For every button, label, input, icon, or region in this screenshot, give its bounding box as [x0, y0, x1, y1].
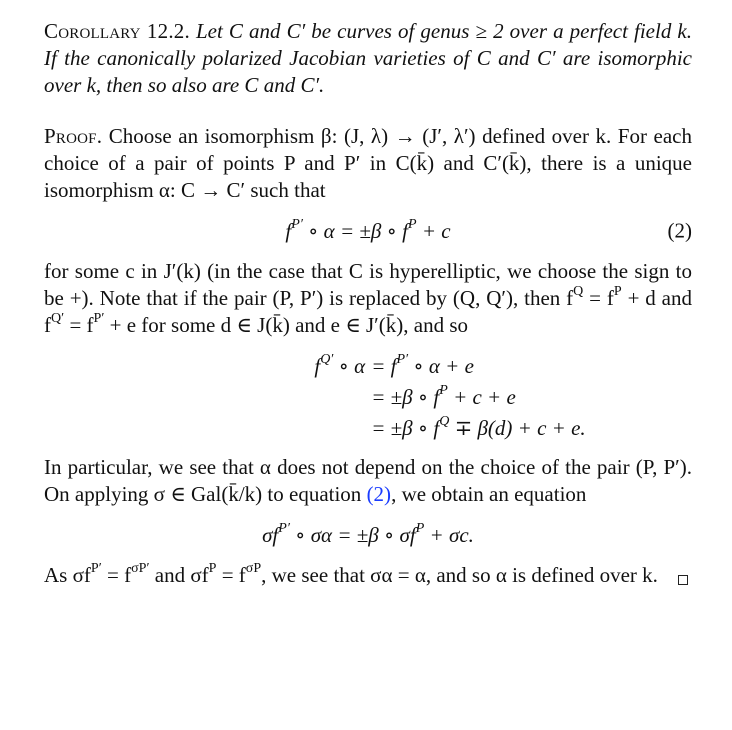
proof-para4-text: As $\sigma f^{P'} = f^{\sigma P'}$ and $\sigma f^P = f^{\sigma P}$, we see that σα = α, and so α is defined over k.	[44, 561, 658, 587]
proof-para3-text-b: , we obtain an equation	[391, 482, 587, 506]
align-row-3-rhs: = ±β ∘ $f^Q \mp \beta(d) + c + e$.	[371, 414, 586, 440]
equation-2-reference-link[interactable]: (2)	[366, 482, 392, 506]
corollary-text: Let C and C′ be curves of genus ≥ 2 over a perfect field k. If the canonically polarized Jacobian varieties of C and C′ are isomorphic over k, then so also are C and C′.	[44, 19, 692, 97]
equation-galois-body: $\sigma f^{P'}$ ∘ σα = ±β ∘ $\sigma f^P + \sigma c$.	[262, 520, 474, 547]
align-row-3-lhs	[208, 415, 371, 442]
align-row-2-rhs: = ±β ∘ $f^P + c + e$	[371, 383, 516, 409]
corollary-statement	[44, 18, 692, 99]
proof-paragraph-2	[44, 258, 692, 339]
align-row-1-rhs: = $f^{P'}$ ∘ α + e	[371, 352, 474, 378]
aligned-equations	[208, 353, 692, 442]
equation-2-number: (2)	[667, 218, 692, 243]
proof-para2-text: for some c in J′(k) (in the case that C is hyperelliptic, we choose the sign to be +). Note that if the pair (P, P′) is replaced by (Q, Q′), then $f^Q = f^P + d$ and $f^{Q'} = f^{P'} + e$ for some d ∈ J(k̄) and e ∈ J′(k̄), and so	[44, 259, 693, 337]
page	[44, 18, 692, 589]
proof-paragraph-4	[44, 562, 692, 589]
align-row-1-lhs: $f^{Q'}$ ∘ α	[314, 352, 366, 378]
proof-label: Proof.	[44, 124, 103, 148]
qed-square-icon	[678, 575, 688, 585]
equation-2-body: $f^{P'}$ ∘ α = ±β ∘ $f^P + c$	[285, 216, 451, 243]
proof-paragraph-3	[44, 454, 692, 508]
proof-para3-text-a: In particular, we see that α does not depend on the choice of the pair (P, P′). On applying σ ∈ Gal(k̄/k) to equation	[44, 455, 692, 506]
proof-paragraph-1	[44, 123, 692, 204]
equation-2	[44, 204, 692, 258]
corollary-label: Corollary 12.2.	[44, 19, 190, 43]
align-row-2-lhs	[208, 384, 371, 411]
proof-para1-text: Choose an isomorphism β: (J, λ) → (J′, λ′) defined over k. For each choice of a pair of points P and P′ in C(k̄) and C′(k̄), there is a unique isomorphism α: C → C′ such that	[44, 124, 692, 202]
equation-galois	[44, 508, 692, 562]
